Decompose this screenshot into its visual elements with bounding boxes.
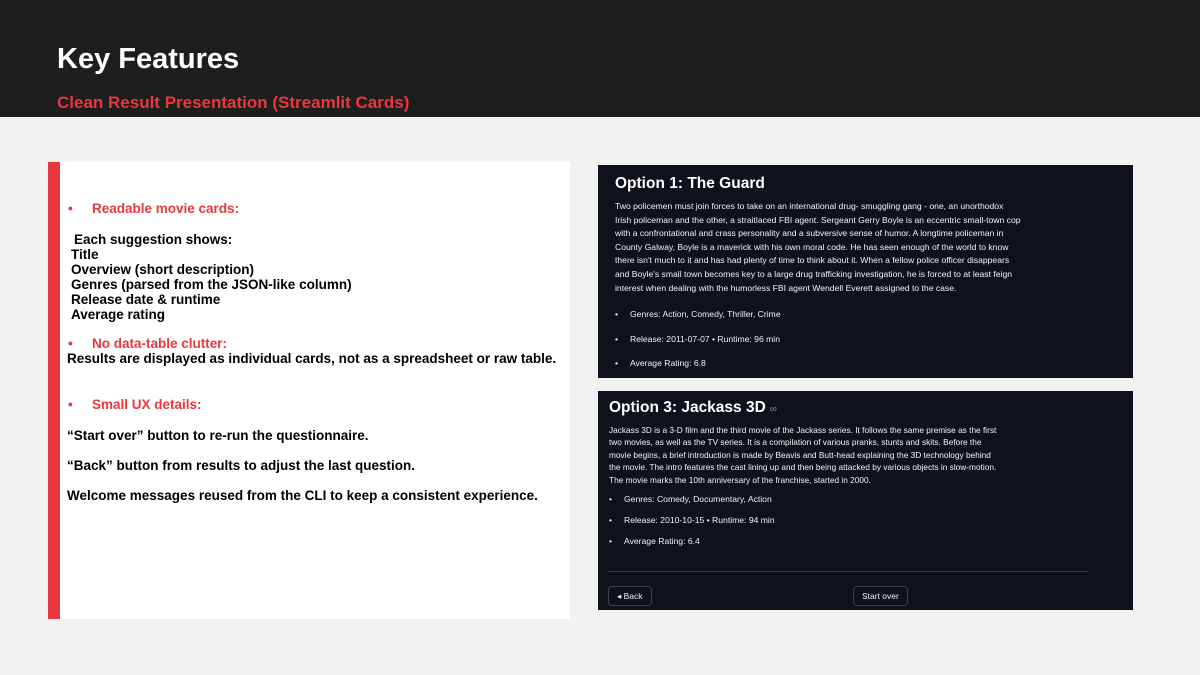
movie-card bbox=[598, 165, 1133, 378]
list-item: Release date & runtime bbox=[71, 292, 221, 307]
bullet-icon: • bbox=[68, 336, 73, 351]
list-item: “Back” button from results to adjust the last question. bbox=[67, 458, 416, 473]
card-title: Option 3: Jackass 3D ∞ bbox=[609, 399, 777, 416]
list-item: Title bbox=[71, 247, 99, 262]
card-release-runtime: • Release: 2011-07-07 • Runtime: 96 min bbox=[615, 334, 780, 344]
card-overview: Two policemen must join forces to take on an international drug- smuggling gang - one, an unorthodox Irish policeman and the other, a straitlaced FBI agent. Sergeant Gerry Boyle is an eccentric small-town cop with a confrontational and crass personality and a subversive sense of humor. A longtime policeman in County Galway, Boyle is a maverick with his own moral code. He has seen enough of the world to know there isn't much to it and has had plenty of time to think about it. When a fellow police officer disappears and Boyle's small town becomes key to a large drug trafficking investigation, he is forced to at least feign interest when dealing with the humorless FBI agent Wendell Everett assigned to the case. bbox=[615, 201, 1021, 293]
divider bbox=[608, 571, 1088, 572]
features-panel bbox=[48, 162, 570, 619]
list-item: Average rating bbox=[71, 307, 166, 322]
card-rating: • Average Rating: 6.4 bbox=[609, 536, 700, 546]
section-no-clutter-heading: • No data-table clutter: bbox=[68, 336, 228, 351]
list-item: Overview (short description) bbox=[71, 262, 255, 277]
start-over-button[interactable]: Start over bbox=[853, 586, 908, 606]
section-text: Results are displayed as individual cards, not as a spreadsheet or raw table. bbox=[67, 351, 557, 366]
card-release-runtime: • Release: 2010-10-15 • Runtime: 94 min bbox=[609, 515, 775, 525]
card-title: Option 1: The Guard bbox=[615, 175, 765, 192]
slide-header bbox=[0, 0, 1200, 117]
card-rating: • Average Rating: 6.8 bbox=[615, 358, 706, 368]
card-overview: Jackass 3D is a 3-D film and the third movie of the Jackass series. It follows the same premise as the first two movies, as well as the TV series. It is a compilation of various pranks, stunts and skits. Before the movie begins, a brief introduction is made by Beavis and Butt-head explaining the 3D technology behind the movie. The intro features the cast lining up and then being attacked by various objects in slow-motion. The movie marks the 10th anniversary of the franchise, started in 2000. bbox=[609, 425, 997, 485]
section-ux-heading: • Small UX details: bbox=[68, 397, 202, 412]
list-item: Welcome messages reused from the CLI to keep a consistent experience. bbox=[67, 488, 538, 503]
slide-title: Key Features bbox=[57, 43, 240, 75]
slide-subtitle: Clean Result Presentation (Streamlit Cards) bbox=[57, 93, 410, 112]
link-icon[interactable]: ∞ bbox=[769, 404, 777, 415]
bullet-icon: • bbox=[68, 397, 73, 412]
accent-bar bbox=[48, 162, 60, 619]
back-button[interactable]: ◂ Back bbox=[608, 586, 652, 606]
section-intro: Each suggestion shows: bbox=[74, 232, 233, 247]
card-genres: • Genres: Action, Comedy, Thriller, Crime bbox=[615, 309, 781, 319]
list-item: “Start over” button to re-run the questionnaire. bbox=[67, 428, 369, 443]
card-genres: • Genres: Comedy, Documentary, Action bbox=[609, 494, 772, 504]
bullet-icon: • bbox=[68, 201, 73, 216]
movie-card bbox=[598, 391, 1133, 610]
list-item: Genres (parsed from the JSON-like column) bbox=[71, 277, 352, 292]
section-readable-cards-heading: • Readable movie cards: bbox=[68, 201, 240, 216]
